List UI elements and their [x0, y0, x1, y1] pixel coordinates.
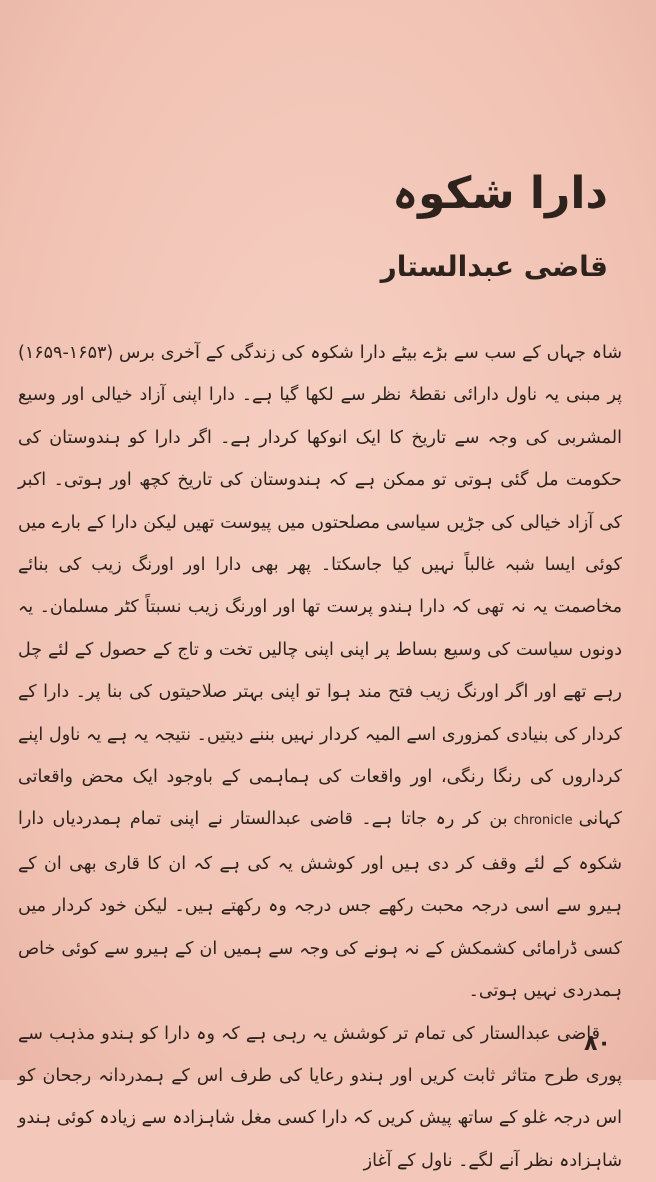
english-term: chronicle — [514, 813, 573, 828]
paragraph-text: شاہ جہاں کے سب سے بڑے بیٹے دارا شکوہ کی زندگی کے آخری برس (۱۶۵۳-۱۶۵۹) پر مبنی یہ ناول دارائی نقطۂ نظر سے لکھا گیا ہے۔ دارا اپنی آزاد خیالی اور وسیع المشربی کی وجہ سے تاریخ کا ایک انوکھا کردار ہے۔ اگر دارا کو ہندوستان کی حکومت مل گئی ہوتی تو ممکن ہے کہ ہندوستان کی تاریخ کچھ اور ہوتی۔ اکبر کی آزاد خیالی کی جڑیں سیاسی مصلحتوں میں پیوست تھیں لیکن دارا کے بارے میں کوئی ایسا شبہ غالباً نہیں کیا جاسکتا۔ پھر بھی دارا اور اورنگ زیب کی بنائے مخاصمت یہ نہ تھی کہ دارا ہندو پرست تھا اور اورنگ زیب نسبتاً کٹر مسلمان۔ یہ دونوں سیاست کی وسیع بساط پر اپنی اپنی چالیں تخت و تاج کے حصول کے لئے چل رہے تھے اور اگر اورنگ زیب فتح مند ہوا تو اپنی بہتر صلاحیتوں کی بنا پر۔ دارا کے کردار کی بنیادی کمزوری اسے المیہ کردار نہیں بننے دیتیں۔ نتیجہ یہ ہے یہ ناول اپنے کرداروں کی رنگا رنگی، اور واقعات کی ہماہمی کے باوجود ایک محض واقعاتی کہانی — [18, 343, 622, 829]
author-name: قاضی عبدالستار — [381, 250, 608, 283]
paragraph — [18, 332, 622, 1013]
page-number: ۸۰ — [584, 1031, 611, 1056]
body-text — [18, 332, 622, 1182]
paragraph-text: بن کر رہ جاتا ہے۔ قاضی عبدالستار نے اپنی تمام ہمدردیاں دارا شکوہ کے لئے وقف کر دی ہیں اور کوشش یہ کی ہے کہ ان کا قاری بھی ان کے ہیرو سے اسی درجہ محبت رکھے جس درجہ وہ رکھتے ہیں۔ لیکن خود کردار میں کسی ڈرامائی کشمکش کے نہ ہونے کی وجہ سے ہمیں ان کے ہیرو سے کوئی خاص ہمدردی نہیں ہوتی۔ — [18, 809, 622, 1001]
paragraph: قاضی عبدالستار کی تمام تر کوشش یہ رہی ہے کہ وہ دارا کو ہندو مذہب سے پوری طرح متاثر ثابت کریں اور ہندو رعایا کی طرف اس کے ہمدردانہ رجحان کو اس درجہ غلو کے ساتھ پیش کریں کہ دارا کسی مغل شاہزادہ سے زیادہ کوئی ہندو شاہزادہ نظر آنے لگے۔ ناول کے آغاز — [18, 1013, 622, 1182]
page-title: دارا شکوہ — [392, 168, 608, 219]
